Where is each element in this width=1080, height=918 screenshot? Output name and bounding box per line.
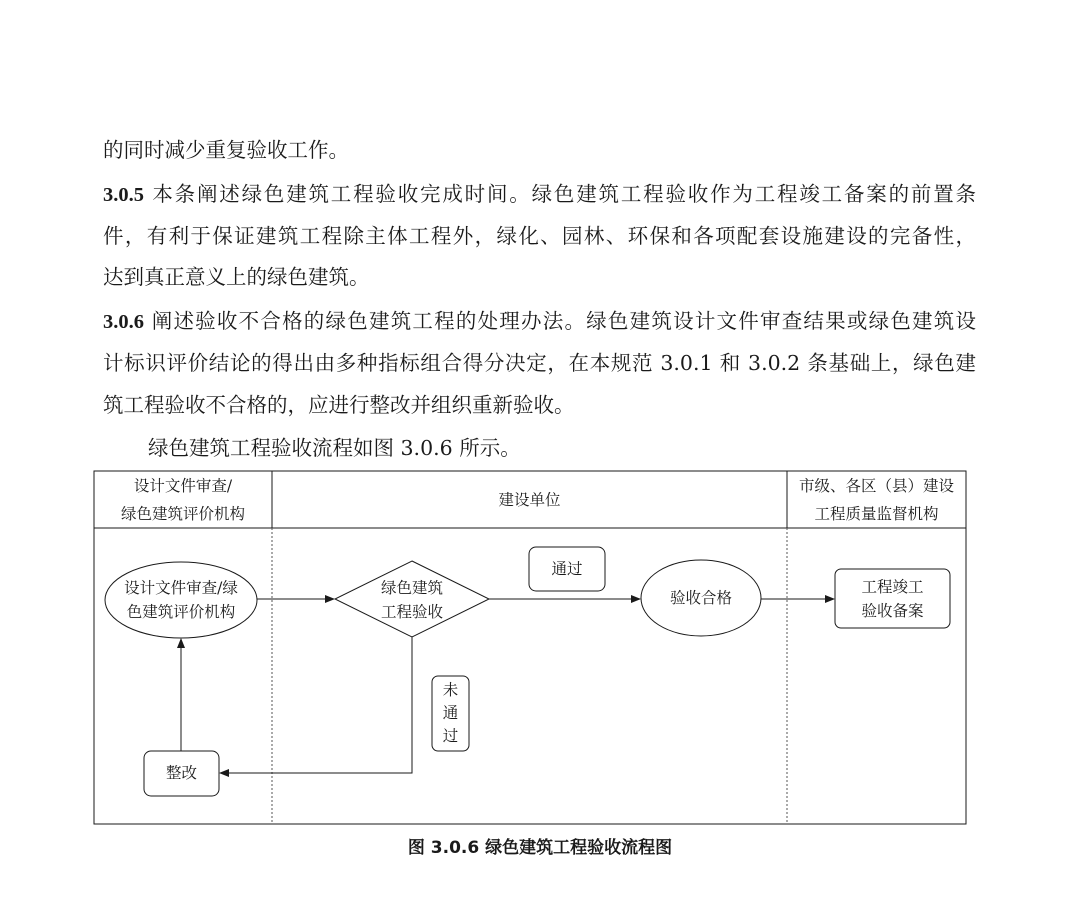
fail-label-char: 未 [442,681,459,699]
paragraph-text: 本条阐述绿色建筑工程验收完成时间。绿色建筑工程验收作为工程竣工备案的前置条 [144,182,976,206]
column-header-line: 市级、各区（县）建设 [798,477,954,495]
node-label-line: 工程验收 [380,603,443,621]
fail-label-char: 通 [442,704,459,722]
fail-label [432,679,469,748]
column-header-review-agency [94,472,272,528]
fail-label-char: 过 [442,727,459,745]
node-label-line: 验收备案 [861,602,924,620]
node-label-line: 工程竣工 [861,578,924,596]
paragraph-305-line: 件，有利于保证建筑工程除主体工程外，绿化、园林、环保和各项配套设施建设的完备性， [103,224,976,248]
paragraph-text: 阐述验收不合格的绿色建筑工程的处理办法。绿色建筑设计文件审查结果或绿色建筑设 [144,309,976,333]
node-label-line: 色建筑评价机构 [126,603,236,621]
paragraph-306-line: 筑工程验收不合格的，应进行整改并组织重新验收。 [103,393,575,417]
column-header-line: 设计文件审查/ [133,477,233,495]
arrow-decision-to-rectify [220,637,412,773]
column-header-line: 绿色建筑评价机构 [120,505,245,523]
node-label-line: 绿色建筑 [380,579,443,597]
node-label-line: 设计文件审查/绿 [124,579,238,597]
clause-number-306: 3.0.6 [103,311,144,333]
accepted-node-label: 验收合格 [669,589,732,607]
pass-label: 通过 [551,560,583,578]
start-node-label [105,576,257,624]
paragraph-306-line: 计标识评价结论的得出由多种指标组合得分决定，在本规范 3.0.1 和 3.0.2 条基础上，绿色建 [103,351,976,375]
column-header-line: 工程质量监督机构 [814,505,939,523]
clause-number-305: 3.0.5 [103,184,144,206]
figure-caption: 图 3.0.6 绿色建筑工程验收流程图 [407,838,673,858]
rectify-node-label: 整改 [165,764,197,782]
decision-node-label [352,576,472,624]
filing-node-label [835,575,950,623]
paragraph-line: 的同时减少重复验收工作。 [103,138,349,162]
flowchart-intro: 绿色建筑工程验收流程如图 3.0.6 所示。 [148,436,521,460]
column-header-construction-unit: 建设单位 [498,491,561,509]
column-header-supervision-agency [787,472,966,528]
paragraph-305-line: 达到真正意义上的绿色建筑。 [103,265,370,289]
